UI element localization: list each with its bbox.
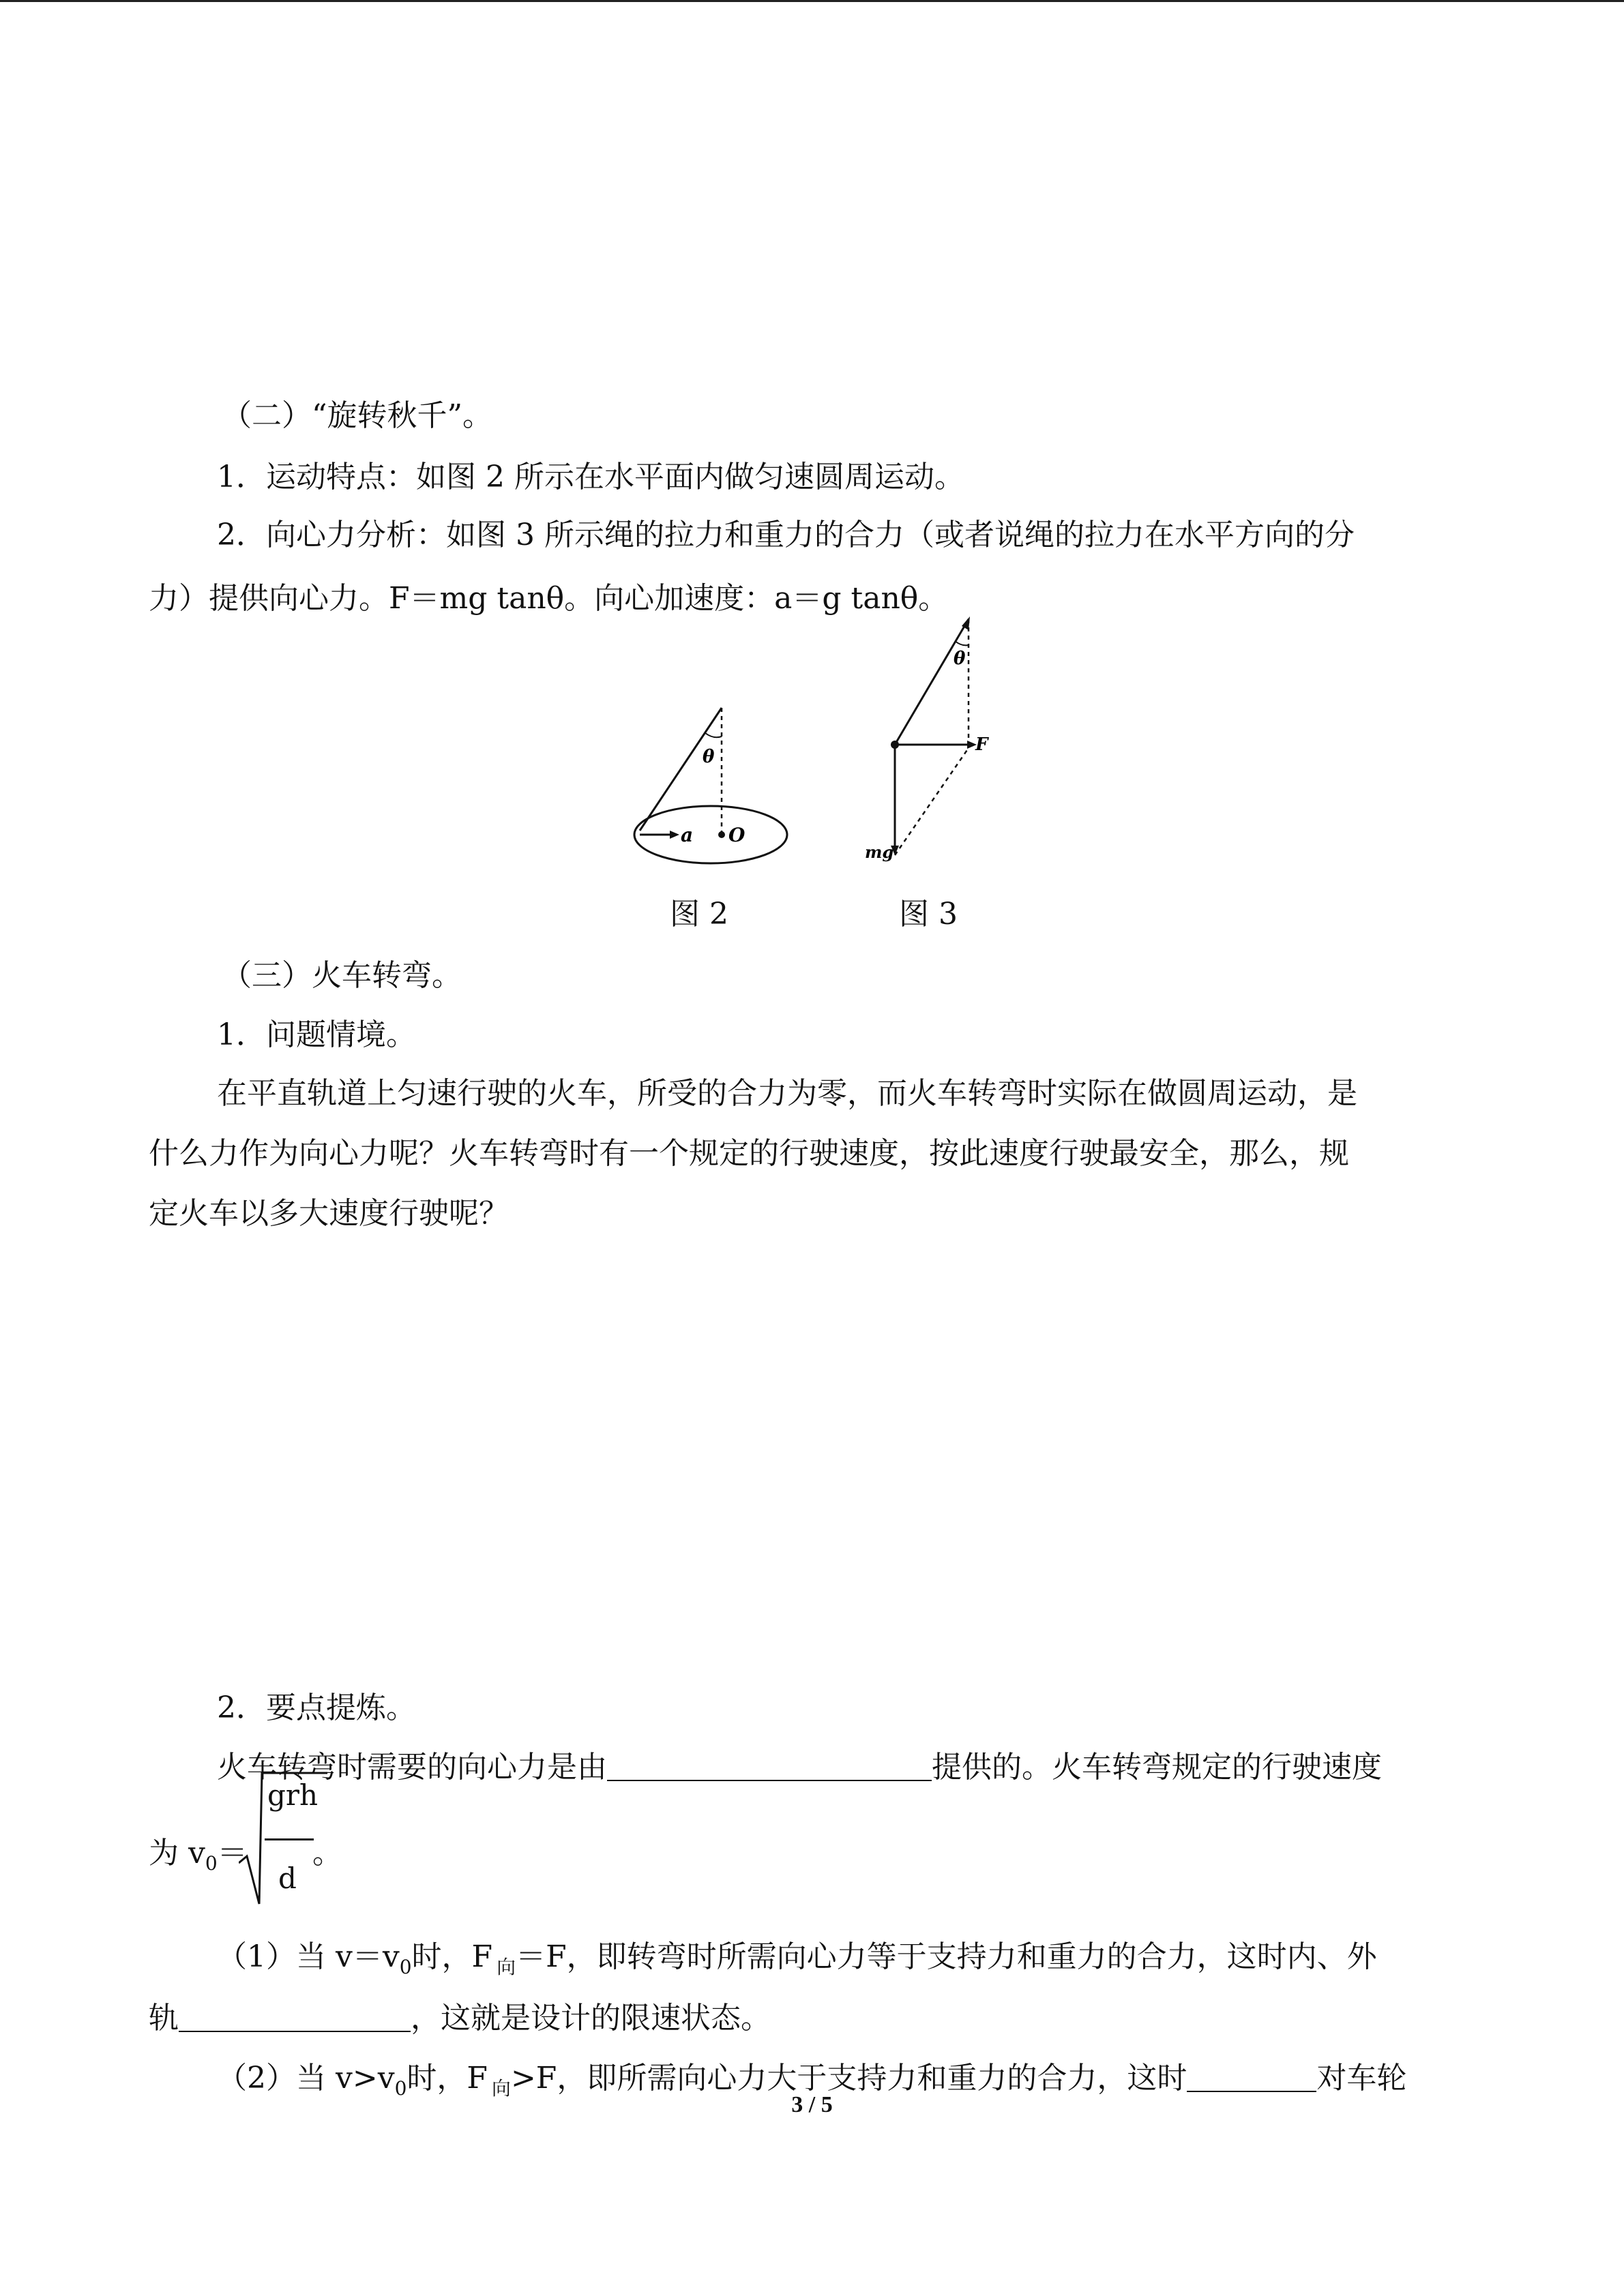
theta-label: θ [954,648,966,669]
page-top-border [0,0,1624,2]
tension-line [895,619,969,745]
blank-rail-pressure[interactable] [1187,2061,1316,2092]
angle-arc [705,733,722,737]
case2-sub0: 0 [394,2077,407,2100]
theta-label: θ [703,747,715,767]
section3-para-line3: 定火车以多大速度行驶呢？ [149,1196,509,1231]
section3-heading: （三）火车转弯。 [222,958,462,993]
case1-text-b: 时，F [411,1939,493,1974]
key-point-text-b: 提供的。火车转弯规定的行驶速度 [932,1750,1382,1785]
section2-item2-line2: 力）提供向心力。F＝mg tanθ。向心加速度：a＝g tanθ。 [149,581,949,616]
section3-item1: 1．问题情境。 [217,1017,416,1052]
case1-line2-text-a: 轨 [149,2001,179,2036]
center-point [718,831,725,838]
rope-line [640,708,722,831]
case1-sub-xiang: 向 [497,1956,516,1978]
key-point-line2 [149,1834,248,1883]
formula-numerator: grh [267,1778,319,1812]
figure-2-diagram [614,696,805,880]
angle-arc [955,641,969,645]
key-point-line1 [217,1748,1382,1787]
formula-end-mark: 。 [312,1836,342,1870]
case2-text-c: >F，即所需向心力大于支持力和重力的合力，这时 [510,2061,1187,2096]
figure-2-caption: 图 2 [670,897,728,931]
case1-sub0: 0 [399,1956,412,1978]
section2-heading: （二）“旋转秋千”。 [222,398,492,433]
section3-item2: 2．要点提炼。 [217,1690,416,1725]
blank-centripetal-source[interactable] [607,1750,932,1781]
case1-text-c: ＝F，即转弯时所需向心力等于支持力和重力的合力，这时内、外 [516,1939,1377,1974]
section2-item2-line1: 2．向心力分析：如图 3 所示绳的拉力和重力的合力（或者说绳的拉力在水平方向的分 [217,518,1355,552]
case2-sub-xiang: 向 [491,2077,511,2100]
parallelogram-dashed-line [895,746,970,855]
blank-rail-state[interactable] [179,2001,411,2032]
case1-line2-text-b: ，这就是设计的限速状态。 [411,2001,771,2036]
section2-item1: 1．运动特点：如图 2 所示在水平面内做匀速圆周运动。 [217,460,964,494]
case2-text-b: 时，F [407,2061,488,2096]
fraction-bar [265,1838,314,1840]
figure-3-diagram [853,614,1030,880]
velocity-equals: ＝ [217,1836,248,1870]
section3-para-line1: 在平直轨道上匀速行驶的火车，所受的合力为零，而火车转弯时实际在做圆周运动，是 [217,1076,1357,1111]
page-number: 3 / 5 [791,2092,833,2117]
formula-denominator: d [278,1862,297,1895]
section3-para-line2: 什么力作为向心力呢？火车转弯时有一个规定的行驶速度，按此速度行驶最安全，那么，规 [149,1136,1349,1171]
key-point-text-a: 火车转弯时需要的向心力是由 [217,1750,607,1785]
velocity-subscript: 0 [205,1852,218,1875]
velocity-prefix: 为 v [149,1836,205,1870]
mass-point [891,741,899,749]
case1-line1 [217,1938,1377,1986]
mg-label: mg [865,842,894,862]
case1-text-a: （1）当 v＝v [217,1939,400,1974]
figure-3-caption: 图 3 [899,897,958,931]
case2-text-d: 对车轮 [1316,2061,1407,2096]
o-label: O [728,824,745,846]
acceleration-arrowhead [670,831,679,839]
f-label: F [975,734,988,755]
a-label: a [681,824,694,846]
case1-line2 [149,1999,771,2038]
case2-text-a: （2）当 v>v [217,2061,395,2096]
